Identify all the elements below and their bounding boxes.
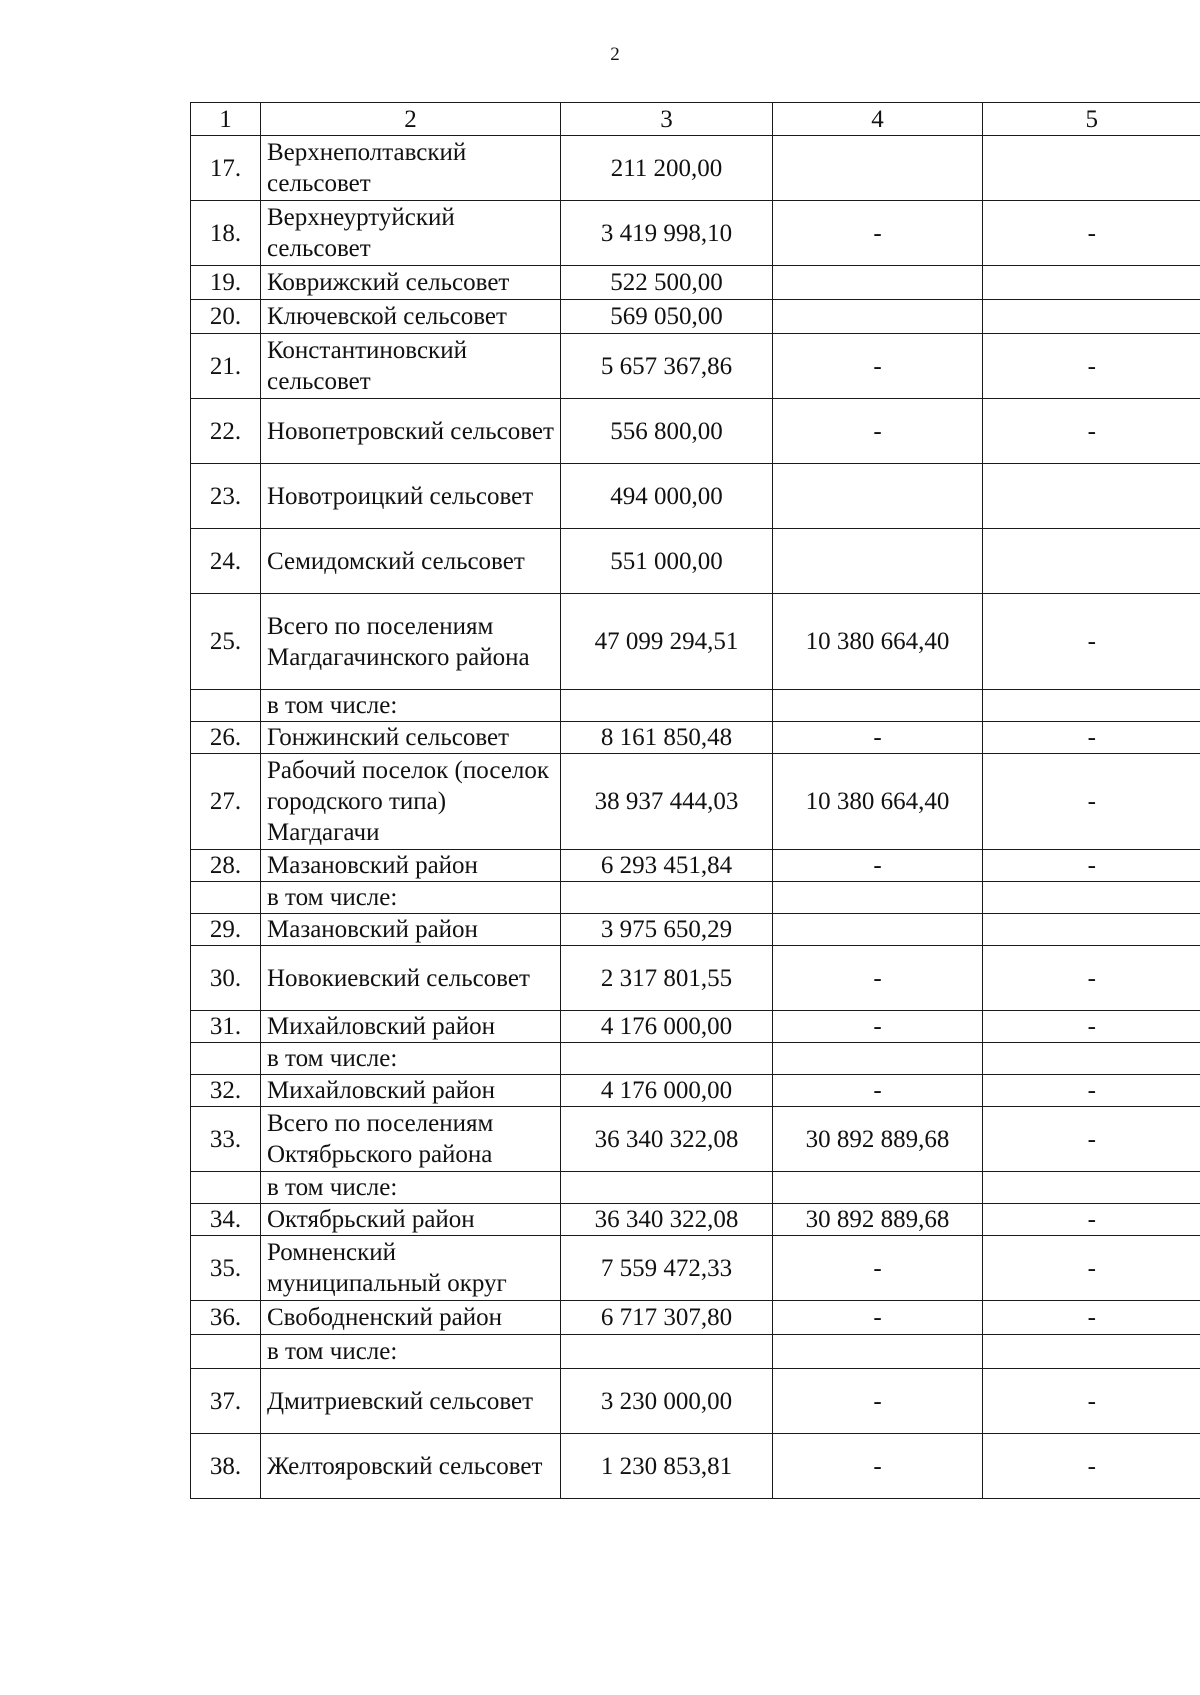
- value-col-4: -: [773, 334, 983, 399]
- value-col-4: [773, 464, 983, 529]
- row-name: Семидомский сельсовет: [261, 529, 561, 594]
- table-row: [191, 1369, 1200, 1434]
- row-name: Верхнеуртуйский сельсовет: [261, 201, 561, 266]
- value-col-5: -: [983, 1301, 1200, 1335]
- value-col-4: [773, 300, 983, 334]
- row-name: Всего по поселениям Октябрьского района: [261, 1107, 561, 1172]
- value-col-5: -: [983, 946, 1200, 1011]
- value-col-4: -: [773, 946, 983, 1011]
- value-col-4: [773, 1043, 983, 1075]
- table-row: [191, 1172, 1200, 1204]
- value-col-4: -: [773, 722, 983, 754]
- row-number: 24.: [191, 529, 261, 594]
- value-col-4: [773, 1335, 983, 1369]
- table-row: [191, 690, 1200, 722]
- row-number: [191, 1335, 261, 1369]
- value-col-5: -: [983, 334, 1200, 399]
- value-col-5: [983, 914, 1200, 946]
- page-number: 2: [610, 44, 620, 65]
- table-row: [191, 1075, 1200, 1107]
- value-col-5: -: [983, 399, 1200, 464]
- row-number: 21.: [191, 334, 261, 399]
- value-col-5: -: [983, 850, 1200, 882]
- row-name: Ромненский муниципальный округ: [261, 1236, 561, 1301]
- value-col-3: 551 000,00: [561, 529, 773, 594]
- row-number: 28.: [191, 850, 261, 882]
- value-col-4: -: [773, 1011, 983, 1043]
- row-name: в том числе:: [261, 690, 561, 722]
- row-name: в том числе:: [261, 1043, 561, 1075]
- value-col-4: [773, 914, 983, 946]
- value-col-5: -: [983, 1107, 1200, 1172]
- row-number: 19.: [191, 266, 261, 300]
- table-row: [191, 529, 1200, 594]
- value-col-5: -: [983, 722, 1200, 754]
- row-name: Рабочий поселок (поселок городского типа) Магдагачи: [261, 754, 561, 850]
- row-name: Новопетровский сельсовет: [261, 399, 561, 464]
- value-col-3: 36 340 322,08: [561, 1107, 773, 1172]
- value-col-3: 7 559 472,33: [561, 1236, 773, 1301]
- table-row: [191, 1434, 1200, 1499]
- value-col-4: [773, 1172, 983, 1204]
- value-col-4: -: [773, 850, 983, 882]
- value-col-4: -: [773, 399, 983, 464]
- row-number: 30.: [191, 946, 261, 1011]
- table-row: [191, 754, 1200, 850]
- row-name: Ключевской сельсовет: [261, 300, 561, 334]
- row-name: Коврижский сельсовет: [261, 266, 561, 300]
- row-number: 38.: [191, 1434, 261, 1499]
- value-col-3: 6 717 307,80: [561, 1301, 773, 1335]
- allocation-table: [190, 102, 1200, 1499]
- column-header: 4: [773, 103, 983, 136]
- value-col-5: [983, 300, 1200, 334]
- table-row: [191, 266, 1200, 300]
- value-col-5: [983, 690, 1200, 722]
- table-row: [191, 882, 1200, 914]
- table-row: [191, 464, 1200, 529]
- table-row: [191, 914, 1200, 946]
- value-col-3: 494 000,00: [561, 464, 773, 529]
- row-name: Октябрьский район: [261, 1204, 561, 1236]
- value-col-5: [983, 1043, 1200, 1075]
- value-col-4: -: [773, 1434, 983, 1499]
- value-col-3: 3 419 998,10: [561, 201, 773, 266]
- row-number: 18.: [191, 201, 261, 266]
- row-number: 34.: [191, 1204, 261, 1236]
- row-name: Константиновский сельсовет: [261, 334, 561, 399]
- table-row: [191, 594, 1200, 690]
- value-col-5: [983, 529, 1200, 594]
- row-name: Мазановский район: [261, 850, 561, 882]
- value-col-4: 10 380 664,40: [773, 754, 983, 850]
- value-col-5: [983, 1335, 1200, 1369]
- row-name: Свободненский район: [261, 1301, 561, 1335]
- value-col-5: -: [983, 1369, 1200, 1434]
- value-col-3: 569 050,00: [561, 300, 773, 334]
- value-col-4: -: [773, 1236, 983, 1301]
- row-name: Мазановский район: [261, 914, 561, 946]
- value-col-5: -: [983, 1204, 1200, 1236]
- table-row: [191, 201, 1200, 266]
- value-col-3: 38 937 444,03: [561, 754, 773, 850]
- table-row: [191, 850, 1200, 882]
- row-number: 37.: [191, 1369, 261, 1434]
- row-number: 25.: [191, 594, 261, 690]
- value-col-4: [773, 266, 983, 300]
- row-name: Всего по поселениям Магдагачинского района: [261, 594, 561, 690]
- value-col-3: [561, 1335, 773, 1369]
- row-number: [191, 1172, 261, 1204]
- table-row: [191, 1301, 1200, 1335]
- row-number: 26.: [191, 722, 261, 754]
- value-col-3: [561, 882, 773, 914]
- table-row: [191, 334, 1200, 399]
- row-name: Гонжинский сельсовет: [261, 722, 561, 754]
- table-row: [191, 1011, 1200, 1043]
- value-col-3: 4 176 000,00: [561, 1075, 773, 1107]
- value-col-5: -: [983, 201, 1200, 266]
- value-col-5: [983, 266, 1200, 300]
- value-col-5: [983, 1172, 1200, 1204]
- table-row: [191, 722, 1200, 754]
- value-col-5: -: [983, 754, 1200, 850]
- row-number: 27.: [191, 754, 261, 850]
- value-col-3: 8 161 850,48: [561, 722, 773, 754]
- row-number: 32.: [191, 1075, 261, 1107]
- value-col-5: -: [983, 594, 1200, 690]
- row-name: в том числе:: [261, 882, 561, 914]
- row-name: в том числе:: [261, 1172, 561, 1204]
- table-row: [191, 1335, 1200, 1369]
- value-col-3: 522 500,00: [561, 266, 773, 300]
- value-col-5: -: [983, 1236, 1200, 1301]
- value-col-3: 4 176 000,00: [561, 1011, 773, 1043]
- row-number: 29.: [191, 914, 261, 946]
- row-number: 23.: [191, 464, 261, 529]
- value-col-4: -: [773, 1075, 983, 1107]
- value-col-3: 211 200,00: [561, 136, 773, 201]
- value-col-3: [561, 1172, 773, 1204]
- row-number: [191, 882, 261, 914]
- row-number: 35.: [191, 1236, 261, 1301]
- column-header: 5: [983, 103, 1200, 136]
- row-number: [191, 1043, 261, 1075]
- value-col-5: [983, 882, 1200, 914]
- value-col-3: 3 975 650,29: [561, 914, 773, 946]
- value-col-4: [773, 690, 983, 722]
- table-row: [191, 1043, 1200, 1075]
- row-name: Дмитриевский сельсовет: [261, 1369, 561, 1434]
- row-number: 22.: [191, 399, 261, 464]
- value-col-3: 5 657 367,86: [561, 334, 773, 399]
- value-col-5: [983, 464, 1200, 529]
- value-col-4: -: [773, 201, 983, 266]
- value-col-3: 2 317 801,55: [561, 946, 773, 1011]
- table-row: [191, 136, 1200, 201]
- column-header: 1: [191, 103, 261, 136]
- value-col-4: [773, 882, 983, 914]
- value-col-5: [983, 136, 1200, 201]
- column-header: 2: [261, 103, 561, 136]
- column-header: 3: [561, 103, 773, 136]
- header-row: [191, 103, 1200, 136]
- value-col-5: -: [983, 1434, 1200, 1499]
- value-col-3: 3 230 000,00: [561, 1369, 773, 1434]
- value-col-4: -: [773, 1301, 983, 1335]
- row-number: [191, 690, 261, 722]
- value-col-5: -: [983, 1075, 1200, 1107]
- row-name: Новотроицкий сельсовет: [261, 464, 561, 529]
- value-col-3: [561, 690, 773, 722]
- value-col-3: 36 340 322,08: [561, 1204, 773, 1236]
- table-row: [191, 300, 1200, 334]
- value-col-4: 30 892 889,68: [773, 1204, 983, 1236]
- value-col-4: 30 892 889,68: [773, 1107, 983, 1172]
- value-col-5: -: [983, 1011, 1200, 1043]
- row-name: Желтояровский сельсовет: [261, 1434, 561, 1499]
- value-col-4: [773, 136, 983, 201]
- value-col-3: [561, 1043, 773, 1075]
- row-number: 33.: [191, 1107, 261, 1172]
- row-number: 20.: [191, 300, 261, 334]
- table-row: [191, 1236, 1200, 1301]
- row-name: Михайловский район: [261, 1011, 561, 1043]
- row-number: 31.: [191, 1011, 261, 1043]
- value-col-3: 6 293 451,84: [561, 850, 773, 882]
- row-name: в том числе:: [261, 1335, 561, 1369]
- value-col-3: 1 230 853,81: [561, 1434, 773, 1499]
- table-row: [191, 946, 1200, 1011]
- row-number: 17.: [191, 136, 261, 201]
- value-col-3: 556 800,00: [561, 399, 773, 464]
- row-name: Михайловский район: [261, 1075, 561, 1107]
- value-col-3: 47 099 294,51: [561, 594, 773, 690]
- value-col-4: 10 380 664,40: [773, 594, 983, 690]
- value-col-4: [773, 529, 983, 594]
- value-col-4: -: [773, 1369, 983, 1434]
- row-name: Верхнеполтавский сельсовет: [261, 136, 561, 201]
- row-name: Новокиевский сельсовет: [261, 946, 561, 1011]
- table-row: [191, 1107, 1200, 1172]
- table-row: [191, 1204, 1200, 1236]
- row-number: 36.: [191, 1301, 261, 1335]
- table-row: [191, 399, 1200, 464]
